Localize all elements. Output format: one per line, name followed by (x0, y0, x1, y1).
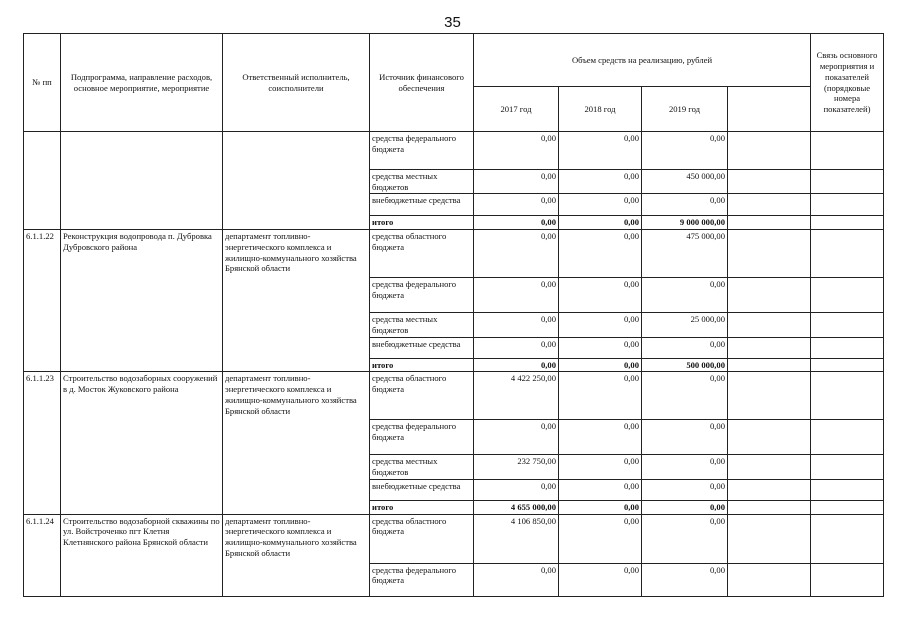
indicator-link (811, 514, 884, 563)
amount-extra (728, 278, 811, 313)
row-number: 6.1.1.22 (24, 230, 61, 372)
table-row (24, 514, 884, 563)
indicator-link (811, 313, 884, 337)
funding-source: внебюджетные средства (370, 479, 474, 500)
funding-source: внебюджетные средства (370, 194, 474, 216)
page-number: 35 (444, 14, 461, 31)
funding-source: средства областного бюджета (370, 372, 474, 420)
amount-extra (728, 420, 811, 455)
amount-2018: 0,00 (559, 170, 642, 194)
amount-2018: 0,00 (559, 216, 642, 230)
amount-2018: 0,00 (559, 455, 642, 479)
amount-2019: 0,00 (642, 372, 728, 420)
header-volume: Объем средств на реализацию, рублей (474, 34, 811, 87)
header-link: Связь основного мероприятия и показателей (порядковые номера показателей) (811, 34, 884, 132)
amount-2018: 0,00 (559, 230, 642, 278)
amount-2019: 0,00 (642, 132, 728, 170)
amount-2017: 0,00 (474, 358, 559, 372)
amount-2019: 0,00 (642, 337, 728, 358)
amount-2018: 0,00 (559, 514, 642, 563)
funding-source: средства местных бюджетов (370, 455, 474, 479)
funding-source: средства местных бюджетов (370, 170, 474, 194)
header-year: 2018 год (559, 87, 642, 132)
funding-source: средства федерального бюджета (370, 420, 474, 455)
measure-name: Строительство водозаборной скважины по ул. Войстроченко пгт Клетня Клетнянского района Брянской области (61, 514, 223, 596)
row-number: 6.1.1.24 (24, 514, 61, 596)
amount-2018: 0,00 (559, 420, 642, 455)
indicator-link (811, 132, 884, 170)
amount-2019: 475 000,00 (642, 230, 728, 278)
amount-extra (728, 170, 811, 194)
amount-2017: 0,00 (474, 420, 559, 455)
amount-extra (728, 132, 811, 170)
funding-source: средства областного бюджета (370, 230, 474, 278)
indicator-link (811, 230, 884, 278)
amount-2019: 0,00 (642, 420, 728, 455)
indicator-link (811, 455, 884, 479)
amount-2019: 25 000,00 (642, 313, 728, 337)
amount-2017: 0,00 (474, 194, 559, 216)
indicator-link (811, 420, 884, 455)
amount-extra (728, 358, 811, 372)
amount-2019: 0,00 (642, 278, 728, 313)
funding-source: средства местных бюджетов (370, 313, 474, 337)
amount-extra (728, 337, 811, 358)
amount-2019: 0,00 (642, 479, 728, 500)
indicator-link (811, 358, 884, 372)
amount-2017: 4 106 850,00 (474, 514, 559, 563)
funding-source: итого (370, 358, 474, 372)
funding-source: средства федерального бюджета (370, 563, 474, 596)
amount-extra (728, 500, 811, 514)
amount-extra (728, 563, 811, 596)
indicator-link (811, 337, 884, 358)
funding-source: итого (370, 216, 474, 230)
funding-source: средства федерального бюджета (370, 278, 474, 313)
indicator-link (811, 372, 884, 420)
responsible-executor: департамент топливно-энергетического комплекса и жилищно-коммунального хозяйства Брянской области (223, 514, 370, 596)
amount-2018: 0,00 (559, 358, 642, 372)
table-body (24, 132, 884, 597)
amount-2017: 0,00 (474, 563, 559, 596)
table-row (24, 372, 884, 420)
amount-2017: 232 750,00 (474, 455, 559, 479)
amount-2018: 0,00 (559, 194, 642, 216)
amount-2018: 0,00 (559, 500, 642, 514)
budget-table (23, 33, 884, 597)
row-number: 6.1.1.23 (24, 372, 61, 514)
amount-2017: 0,00 (474, 170, 559, 194)
header-num: № пп (24, 34, 61, 132)
amount-2017: 0,00 (474, 230, 559, 278)
table-header (24, 34, 884, 132)
header-year: 2019 год (642, 87, 728, 132)
amount-extra (728, 455, 811, 479)
amount-2017: 0,00 (474, 337, 559, 358)
amount-2018: 0,00 (559, 278, 642, 313)
responsible-executor: департамент топливно-энергетического комплекса и жилищно-коммунального хозяйства Брянской области (223, 372, 370, 514)
funding-source: средства федерального бюджета (370, 132, 474, 170)
indicator-link (811, 479, 884, 500)
responsible-executor: департамент топливно-энергетического комплекса и жилищно-коммунального хозяйства Брянской области (223, 230, 370, 372)
amount-2019: 0,00 (642, 194, 728, 216)
amount-2019: 0,00 (642, 514, 728, 563)
indicator-link (811, 170, 884, 194)
amount-2018: 0,00 (559, 563, 642, 596)
amount-2017: 0,00 (474, 313, 559, 337)
funding-source: внебюджетные средства (370, 337, 474, 358)
amount-2017: 0,00 (474, 479, 559, 500)
responsible-executor (223, 132, 370, 230)
header-source: Источник финансового обеспечения (370, 34, 474, 132)
amount-2018: 0,00 (559, 313, 642, 337)
header-program: Подпрограмма, направление расходов, основное мероприятие, мероприятие (61, 34, 223, 132)
amount-2017: 4 655 000,00 (474, 500, 559, 514)
amount-2017: 0,00 (474, 216, 559, 230)
measure-name (61, 132, 223, 230)
amount-2018: 0,00 (559, 132, 642, 170)
table-row (24, 132, 884, 170)
amount-extra (728, 194, 811, 216)
amount-extra (728, 514, 811, 563)
amount-2017: 0,00 (474, 132, 559, 170)
amount-extra (728, 479, 811, 500)
table-row (24, 230, 884, 278)
amount-extra (728, 230, 811, 278)
header-executor: Ответственный исполнитель, соисполнители (223, 34, 370, 132)
amount-2017: 0,00 (474, 278, 559, 313)
header-year (728, 87, 811, 132)
amount-extra (728, 372, 811, 420)
amount-2018: 0,00 (559, 337, 642, 358)
amount-2019: 9 000 000,00 (642, 216, 728, 230)
amount-2018: 0,00 (559, 372, 642, 420)
funding-source: итого (370, 500, 474, 514)
indicator-link (811, 500, 884, 514)
amount-2019: 0,00 (642, 563, 728, 596)
amount-2019: 450 000,00 (642, 170, 728, 194)
amount-2019: 0,00 (642, 455, 728, 479)
indicator-link (811, 278, 884, 313)
indicator-link (811, 563, 884, 596)
amount-2019: 0,00 (642, 500, 728, 514)
amount-extra (728, 216, 811, 230)
amount-extra (728, 313, 811, 337)
amount-2018: 0,00 (559, 479, 642, 500)
indicator-link (811, 216, 884, 230)
header-year: 2017 год (474, 87, 559, 132)
measure-name: Реконструкция водопровода п. Дубровка Дубровского района (61, 230, 223, 372)
measure-name: Строительство водозаборных сооружений в д. Мосток Жуковского района (61, 372, 223, 514)
amount-2017: 4 422 250,00 (474, 372, 559, 420)
indicator-link (811, 194, 884, 216)
funding-source: средства областного бюджета (370, 514, 474, 563)
amount-2019: 500 000,00 (642, 358, 728, 372)
row-number (24, 132, 61, 230)
